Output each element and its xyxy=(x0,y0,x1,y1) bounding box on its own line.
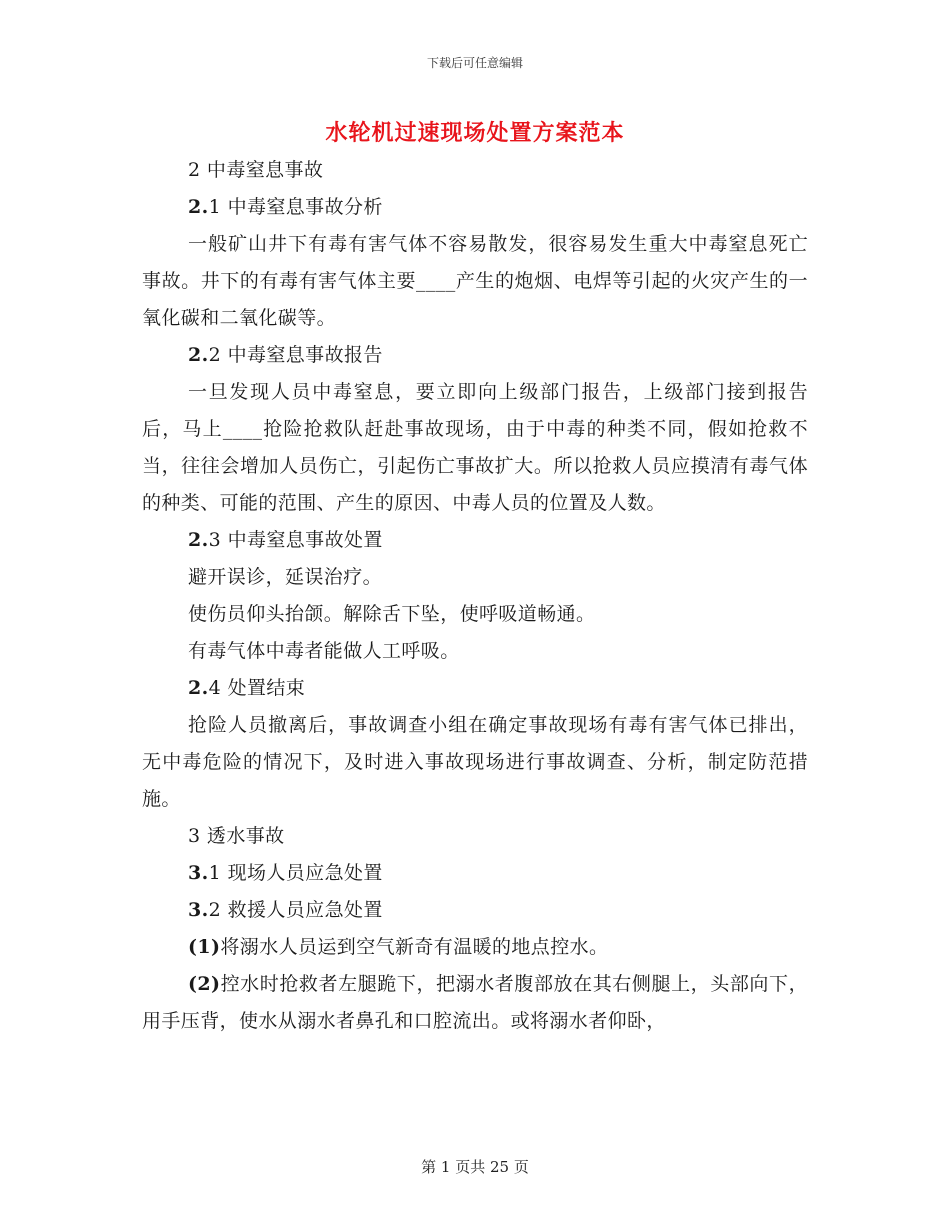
heading-2-2: 2.2 中毒窒息事故报告 xyxy=(188,344,383,366)
paragraph-2-2-body: 一旦发现人员中毒窒息，要立即向上级部门报告，上级部门接到报告后，马上____抢险抢救队赶赴事故现场，由于中毒的种类不同，假如抢救不当，往往会增加人员伤亡，引起伤亡事故扩大。所以抢救人员应摸清有毒气体的种类、可能的范围、产生的原因、中毒人员的位置及人数。 xyxy=(142,381,808,514)
heading-section-3: 3 透水事故 xyxy=(188,825,285,847)
heading-2-4: 2.4 处置结束 xyxy=(188,677,306,699)
paragraph-2-3-item-2: 使伤员仰头抬颌。解除舌下坠，使呼吸道畅通。 xyxy=(188,603,596,625)
document-body xyxy=(142,152,808,1040)
heading-3-1: 3.1 现场人员应急处置 xyxy=(188,862,383,884)
list-item-1: (1)将溺水人员运到空气新奇有温暖的地点控水。 xyxy=(188,936,609,958)
heading-2-1: 2.1 中毒窒息事故分析 xyxy=(188,196,383,218)
page-footer: 第 1 页共 25 页 xyxy=(421,1158,529,1176)
list-item-2: (2)控水时抢救者左腿跪下，把溺水者腹部放在其右侧腿上，头部向下，用手压背，使水从溺水者鼻孔和口腔流出。或将溺水者仰卧， xyxy=(142,973,808,1032)
paragraph-2-3-item-3: 有毒气体中毒者能做人工呼吸。 xyxy=(188,640,460,662)
heading-3-2: 3.2 救援人员应急处置 xyxy=(188,899,383,921)
paragraph-2-4-body: 抢险人员撤离后，事故调查小组在确定事故现场有毒有害气体已排出，无中毒危险的情况下，及时进入事故现场进行事故调查、分析，制定防范措施。 xyxy=(142,714,808,810)
paragraph-2-1-body: 一般矿山井下有毒有害气体不容易散发，很容易发生重大中毒窒息死亡事故。井下的有毒有害气体主要____产生的炮烟、电焊等引起的火灾产生的一氧化碳和二氧化碳等。 xyxy=(142,233,808,329)
document-title: 水轮机过速现场处置方案范本 xyxy=(325,120,625,146)
heading-2-3: 2.3 中毒窒息事故处置 xyxy=(188,529,383,551)
paragraph-2-3-item-1: 避开误诊，延误治疗。 xyxy=(188,566,383,588)
page-header: 下载后可任意编辑 xyxy=(426,56,523,70)
heading-section-2: 2 中毒窒息事故 xyxy=(188,159,324,181)
